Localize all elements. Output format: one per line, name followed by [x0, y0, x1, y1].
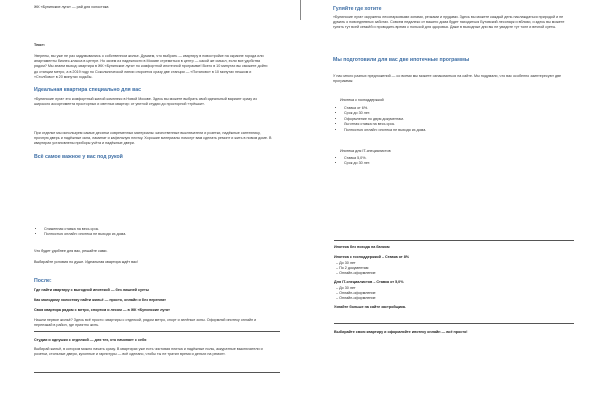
list-item: • Полностью онлайн: ипотека не выходя из дома.	[44, 232, 126, 237]
list-item: – Онлайн-оформление	[336, 271, 376, 275]
headline-3: Своя квартира рядом с метро, спортом и лесом — в ЖК «Бунинские луга»	[34, 308, 171, 312]
headline-2: Как молодому холостяку найти жильё — просто, онлайн и без переплат	[34, 298, 166, 302]
heading-ideal-apartment: Идеальная квартира специально для вас	[34, 87, 142, 93]
group1-title: Ипотека с господдержкой	[340, 98, 384, 102]
headline-learn-more: Узнайте больше на сайте застройщика.	[334, 305, 406, 309]
paragraph-complex: «Бунинские луга» это комфортный жилой комплекс в Новой Москве. Здесь вы можете выбрать свой идеальный вариант сразу из широкого ассортимента просторных и светлых квартир: от уютной студии до просторной «трёшки».	[34, 97, 257, 107]
divider	[334, 323, 574, 324]
group2-title: Ипотека для IT-специалистов	[340, 149, 391, 153]
list-item: • Ставка 5,0%.	[344, 156, 370, 161]
list-item: – До 30 лет	[336, 261, 356, 265]
paragraph-finishing: При отделке мы используем самые десятки современных материалы: качественные выключатели и розетки, надёжные сантехнику, прочную дверь и надёжные окна, ламинат и кафельную плитку. Хорошие материалы помогут вам сделать ремонт и жить в новом доме. В квартирах установлены приборы учёта и надёжные двери.	[34, 131, 272, 146]
closing-line: Выбирайте свою квартиру и оформляйте ипотеку онлайн — всё просто!	[334, 330, 468, 334]
list-item: • Льготная ставка на весь срок.	[344, 122, 426, 127]
posle-title: После:	[34, 278, 52, 284]
headline-1: Где найти квартиру с выгодной ипотекой — без лишней суеты	[34, 288, 149, 292]
line-choose: Выбирайте условия по душе. Идеальная квартира ждёт вас!	[34, 260, 138, 264]
page-1	[0, 0, 300, 200]
list-item: • Сниженная ставка на весь срок.	[44, 227, 126, 232]
list-item: – До 30 лет	[336, 286, 356, 290]
line-convenient: Что будет удобнее для вас, решайте сами.	[34, 249, 108, 253]
list-item: • Срок до 30 лет.	[344, 111, 426, 116]
doc-header: ЖК «Бунинские луга» — рай для холостяка	[34, 5, 109, 9]
paragraph-studios: Выбирай жильё, в котором можно начать сразу. В квартирах уже есть чистовая плитка и надёжные полы, аккуратные выключатели и розетки, стильные двери, кухонные и гарнитуры — всё сделано, чтобы ты не тратил время и деньги на ремонт.	[34, 347, 263, 357]
heading-everything-nearby: Всё самое важное у вас под рукой	[34, 154, 123, 160]
divider	[34, 331, 280, 332]
group2-list	[336, 156, 370, 167]
group1-list	[336, 106, 426, 133]
headline-state-support: Ипотека с господдержкой – Ставка от 8%	[334, 255, 410, 259]
list-item: • Срок до 30 лет.	[344, 161, 370, 166]
page-4	[300, 200, 600, 400]
headline-mortgage-online: Ипотека без похода на банком	[334, 245, 390, 249]
page-2	[300, 0, 600, 200]
paragraph-offers: У нас много разных предложений — со всеми мы можете ознакомиться на сайте. Мы подумали, что вас особенно заинтересуют две программы:	[333, 74, 562, 84]
heading-programs: Мы подготовили для вас две ипотечные программы	[333, 57, 470, 63]
list-item: – По 2 документам	[336, 266, 369, 270]
divider	[334, 240, 574, 241]
list-item: • Оформление по двум документам.	[344, 117, 426, 122]
list-item: • Ставка от 6%.	[344, 106, 426, 111]
intro-paragraph: Уверены, вы уже не раз задумывались о собственном жилье. Думаем, что выбрать — квартиру в новостройке на окраине города или апартаменты бизнес-класса в центре. Но зачем из надежности в Москве стремиться в центр — какой же смысл, если все удобства рядом? Мы знаем выход: квартира в ЖК «Бунинские луга» по комфортной ипотечной программе! Всего в 10 минутах вы сможете дойти до станции метро, а в 2019 году по Сокольнической линии откроется сразу две станции — «Потапово» в 10 минутах пешком и «Столбово» в 20 минутах ходьбы.	[34, 54, 268, 79]
list-item: – Онлайн-оформление	[336, 296, 376, 300]
text-label: Текст:	[34, 43, 46, 47]
headline-it: Для IT-специалистов – Ставка от 5,0%	[334, 280, 404, 284]
page-3	[0, 200, 300, 400]
paragraph-first-home: Нашли первое жильё? Здесь всё просто: квартиры с отделкой, рядом метро, спорт и зелёные зоны. Оформляй ипотеку онлайн и переезжай в район, где приятно жить.	[34, 318, 257, 328]
heading-walk: Гуляйте где хотите	[333, 6, 382, 12]
list-item: • Полностью онлайн: ипотека не выходя из дома.	[344, 128, 426, 133]
remaining-list	[36, 227, 126, 238]
headline-4: Студии и однушки с отделкой — для тех, кто начинает с себя	[34, 338, 147, 342]
list-item: – Онлайн-оформление	[336, 291, 376, 295]
divider	[34, 372, 280, 373]
paragraph-nature: «Бунинские луга» окружены лесопарковыми зонами, речками и прудами. Здесь вы можете каждый день наслаждаться природой и не думать о повседневных заботах. Совсем недалеко от вашего дома будет находиться Бутовский лесопарк и вблизи, и здесь вы можете гулять тут всей семьёй и проводить время с пользой для здоровья. Даже в выходные дни вы не увидите тут толп и вечной суеты.	[333, 15, 565, 30]
